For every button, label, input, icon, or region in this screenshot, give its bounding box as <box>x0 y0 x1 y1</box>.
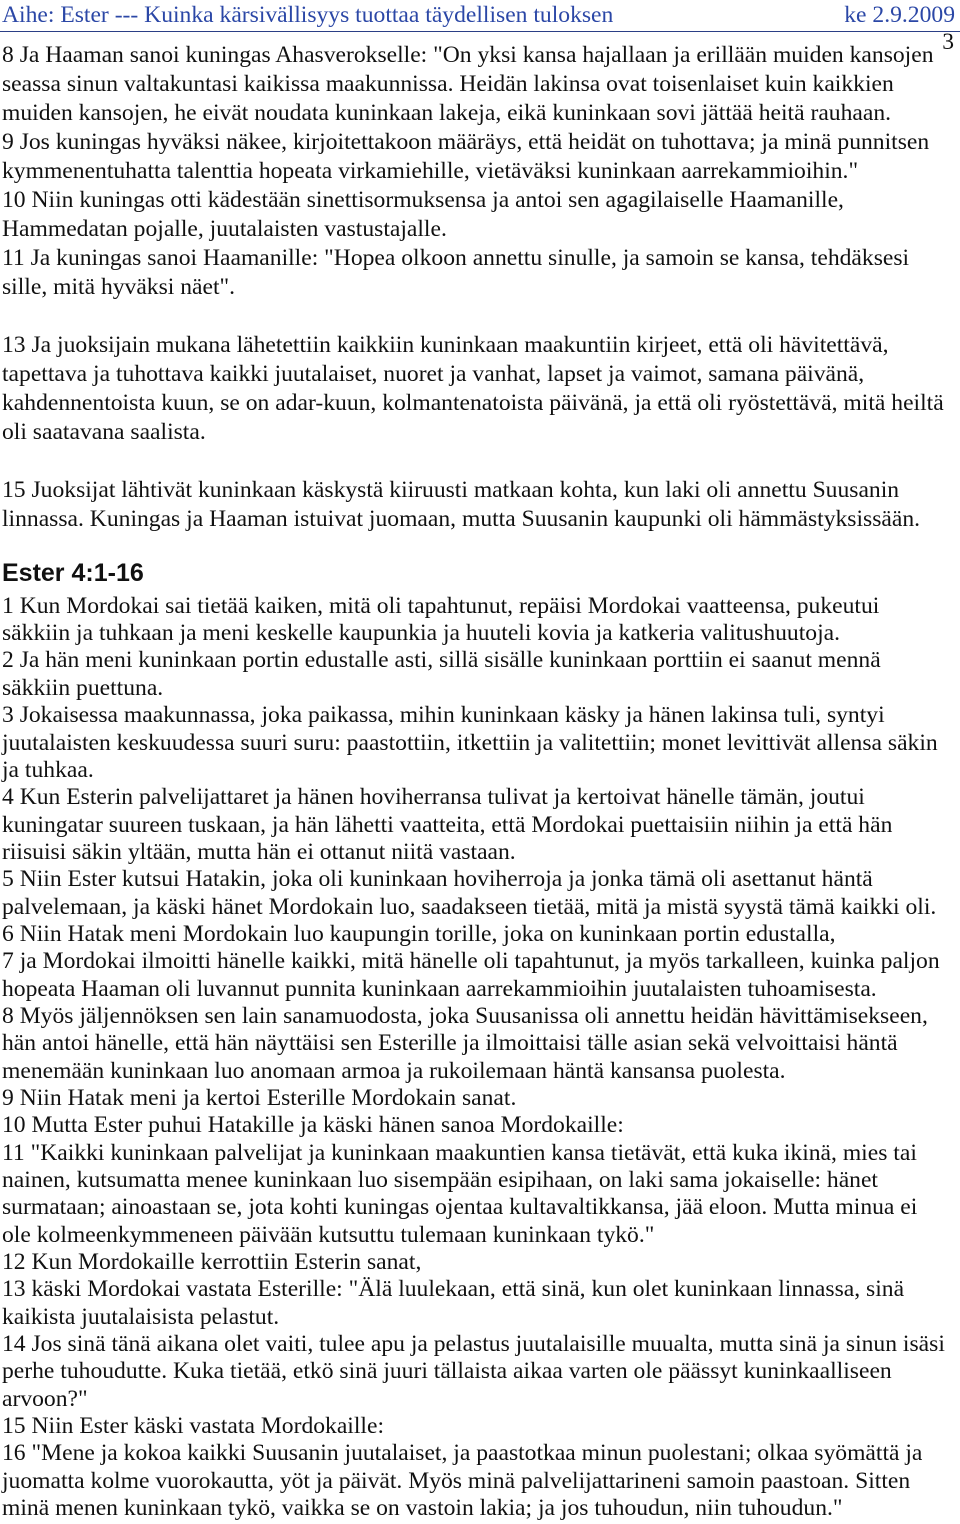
text-line: arvoon?" <box>2 1385 88 1412</box>
text-line: säkkiin puettuna. <box>2 674 164 701</box>
text-line: palvelemaan, ja käski hänet Mordokain luo, saadakseen tietää, mitä ja mistä syystä tämä kaikki oli. <box>2 893 937 920</box>
text-line: 10 Mutta Ester puhui Hatakille ja käski hänen sanoa Mordokaille: <box>2 1112 624 1139</box>
page-number: 3 <box>942 29 954 55</box>
text-line: menemään kuninkaan luo anomaan armoa ja rukoilemaan häntä kansansa puolesta. <box>2 1057 786 1084</box>
text-line: 12 Kun Mordokaille kerrottiin Esterin sanat, <box>2 1249 422 1276</box>
text-line: juutalaisten keskuudessa suuri suru: paastottiin, itkettiin ja valitettiin; monet levittivät allensa säkin <box>2 729 938 756</box>
text-line: 8 Myös jäljennöksen sen lain sanamuodosta, joka Suusanissa oli annettu heidän hävittämisekseen, <box>2 1002 928 1029</box>
text-line: kymmenentuhatta talenttia hopeata virkamiehille, vietäväksi kuninkaan aarrekammioihin." <box>2 157 859 184</box>
text-line: perhe tuhoudutte. Kuka tietää, etkö sinä juuri tällaista aikaa varten ole päässyt kuninkaalliseen <box>2 1358 892 1385</box>
text-line: 7 ja Mordokai ilmoitti hänelle kaikki, mitä hänelle oli tapahtunut, ja myös tarkalleen, kuinka paljon <box>2 948 940 975</box>
text-line: juomatta kolme vuorokautta, yöt ja päivät. Myös minä palvelijattarineni samoin paastoan. Sitten <box>2 1467 911 1494</box>
text-line: 15 Juoksijat lähtivät kuninkaan käskystä kiiruusti matkaan kohta, kun laki oli annettu Suusanin <box>2 476 900 503</box>
text-line: 9 Niin Hatak meni ja kertoi Esterille Mordokain sanat. <box>2 1084 517 1111</box>
intro-text <box>2 41 944 534</box>
text-line: hän antoi hänelle, että hän näyttäisi sen Esterille ja ilmoittaisi tälle asian sekä velvoittaisi häntä <box>2 1030 898 1057</box>
text-line: nainen, kutsumatta menee kuninkaan luo sisempään esipihaan, on laki sama jokaiselle: hänet <box>2 1167 878 1194</box>
text-line: seassa sinun valtakuntasi kaikissa maakunnissa. Heidän lakinsa ovat toisenlaiset kuin kaikkien <box>2 70 894 97</box>
text-line: minä menen kuninkaan tykö, vaikka se on vastoin lakia; ja jos tuhoudun, niin tuhoudun." <box>2 1495 843 1522</box>
text-line: 11 Ja kuningas sanoi Haamanille: "Hopea olkoon annettu sinulle, ja samoin se kansa, tehdäksesi <box>2 244 910 271</box>
paragraph <box>2 331 944 447</box>
text-line: 13 käski Mordokai vastata Esterille: "Älä luulekaan, että sinä, kun olet kuninkaan linnassa, sinä <box>2 1276 905 1303</box>
text-line: 1 Kun Mordokai sai tietää kaiken, mitä oli tapahtunut, repäisi Mordokai vaatteensa, pukeutui <box>2 592 880 619</box>
text-line: kaikista juutalaisista pelastut. <box>2 1303 280 1330</box>
document-header <box>0 0 960 32</box>
header-title: Aihe: Ester --- Kuinka kärsivällisyys tuottaa täydellisen tuloksen <box>2 2 614 28</box>
text-line: muiden kansojen, he eivät noudata kuninkaan lakeja, eikä kuninkaan sovi jättää heitä rauhaan. <box>2 99 892 126</box>
text-line: 2 Ja hän meni kuninkaan portin edustalle asti, sillä sisälle kuninkaan porttiin ei saanut mennä <box>2 647 881 674</box>
text-line: 15 Niin Ester käski vastata Mordokaille: <box>2 1413 385 1440</box>
text-line: surmataan; ainoastaan se, jota kohti kuningas ojentaa kultavaltikkansa, jää eloon. Mutta minua ei <box>2 1194 918 1221</box>
text-line: kuningatar suureen tuskaan, ja hän lähetti vaatteita, että Mordokai puettaisiin niihin ja että hän <box>2 811 893 838</box>
section-heading: Ester 4:1-16 <box>2 559 144 587</box>
text-line: hopeata Haaman oli luvannut punnita kuninkaan aarrekammioihin juutalaisten tuhoamisesta. <box>2 975 877 1002</box>
text-line: 4 Kun Esterin palvelijattaret ja hänen hoviherransa tulivat ja kertoivat hänelle tämän, joutui <box>2 784 865 811</box>
text-line: kahdennentoista kuun, se on adar-kuun, kolmantenatoista päivänä, ja että oli ryöstettävä, mitä heiltä <box>2 389 944 416</box>
text-line: 8 Ja Haaman sanoi kuningas Ahasverokselle: "On yksi kansa hajallaan ja erillään muiden kansojen <box>2 41 934 68</box>
text-line: säkkiin ja tuhkaan ja meni keskelle kaupunkia ja huuteli kovia ja katkeria valitushuutoja. <box>2 620 840 647</box>
text-line: 6 Niin Hatak meni Mordokain luo kaupungin torille, joka on kuninkaan portin edustalla, <box>2 920 836 947</box>
text-line: 11 "Kaikki kuninkaan palvelijat ja kuninkaan maakuntien kansa tietävät, että kuka ikinä, mies tai <box>2 1139 917 1166</box>
paragraph <box>2 476 944 534</box>
text-line: 9 Jos kuningas hyväksi näkee, kirjoitettakoon määräys, että heidät on tuhottava; ja minä punnitsen <box>2 128 930 155</box>
text-line: 13 Ja juoksijain mukana lähetettiin kaikkiin kuninkaan maakuntiin kirjeet, että oli hävitettävä, <box>2 331 889 358</box>
text-line: 3 Jokaisessa maakunnassa, joka paikassa, mihin kuninkaan käsky ja hänen lakinsa tuli, syntyi <box>2 702 885 729</box>
text-line: 10 Niin kuningas otti kädestään sinettisormuksensa ja antoi sen agagilaiselle Haamanille, <box>2 186 844 213</box>
section-text <box>2 593 945 1523</box>
text-line: riisuisi säkin yltään, mutta hän ei ottanut niitä vastaan. <box>2 838 516 865</box>
text-line: ja tuhkaa. <box>2 756 94 783</box>
text-line: oli saatavana saalista. <box>2 418 206 445</box>
text-line: tapettava ja tuhottava kaikki juutalaiset, nuoret ja vanhat, lapset ja vaimot, samana päivänä, <box>2 360 865 387</box>
text-line: 14 Jos sinä tänä aikana olet vaiti, tulee apu ja pelastus juutalaisille muualta, mutta sinä ja sinun isäsi <box>2 1331 945 1358</box>
text-line: sille, mitä hyväksi näet". <box>2 273 236 300</box>
header-date: ke 2.9.2009 <box>844 2 955 28</box>
text-line: ole kolmeenkymmeneen päivään kutsuttu tulemaan kuninkaan tykö." <box>2 1221 655 1248</box>
text-line: linnassa. Kuningas ja Haaman istuivat juomaan, mutta Suusanin kaupunki oli hämmästyksissään. <box>2 505 921 532</box>
paragraph <box>2 41 944 302</box>
text-line: 16 "Mene ja kokoa kaikki Suusanin juutalaiset, ja paastotkaa minun puolestani; olkaa syömättä ja <box>2 1440 923 1467</box>
text-line: 5 Niin Ester kutsui Hatakin, joka oli kuninkaan hoviherroja ja jonka tämä oli asettanut häntä <box>2 866 873 893</box>
text-line: Hammedatan pojalle, juutalaisten vastustajalle. <box>2 215 447 242</box>
